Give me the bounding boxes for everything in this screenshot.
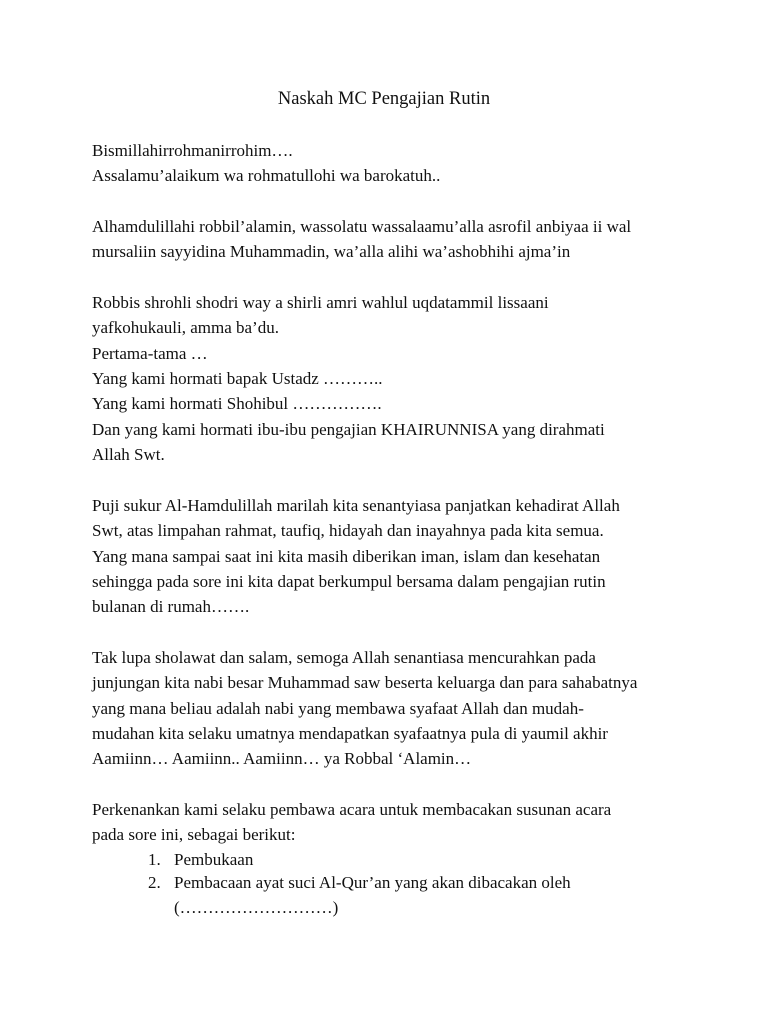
text-line: Dan yang kami hormati ibu-ibu pengajian KHAIRUNNISA yang dirahmati bbox=[92, 419, 605, 439]
paragraph-gratitude bbox=[92, 493, 712, 620]
text-line: Aamiinn… Aamiinn.. Aamiinn… ya Robbal ‘Alamin… bbox=[92, 749, 472, 769]
text-line: Alhamdulillahi robbil’alamin, wassolatu wassalaamu’alla asrofil anbiyaa ii wal bbox=[92, 217, 632, 237]
paragraph-greeting bbox=[92, 138, 712, 189]
text-line: junjungan kita nabi besar Muhammad saw beserta keluarga dan para sahabatnya bbox=[92, 673, 638, 693]
agenda-list bbox=[148, 848, 712, 921]
paragraph-honorifics bbox=[92, 290, 712, 467]
list-item bbox=[148, 848, 712, 871]
list-item-continuation: (………………………) bbox=[174, 897, 339, 917]
text-line: Yang mana sampai saat ini kita masih diberikan iman, islam dan kesehatan bbox=[92, 546, 601, 566]
list-text: Pembacaan ayat suci Al-Qur’an yang akan dibacakan oleh bbox=[174, 872, 571, 892]
text-line: Puji sukur Al-Hamdulillah marilah kita senantyiasa panjatkan kehadirat Allah bbox=[92, 495, 620, 515]
list-text: Pembukaan bbox=[174, 849, 254, 869]
text-line: Tak lupa sholawat dan salam, semoga Allah senantiasa mencurahkan pada bbox=[92, 647, 596, 667]
list-number: 2. bbox=[148, 872, 161, 892]
paragraph-sholawat bbox=[92, 645, 712, 772]
list-number: 1. bbox=[148, 849, 161, 869]
text-line: Yang kami hormati Shohibul ……………. bbox=[92, 394, 382, 414]
paragraph-agenda-intro bbox=[92, 797, 712, 848]
paragraph-hamdalah bbox=[92, 214, 712, 265]
text-line: pada sore ini, sebagai berikut: bbox=[92, 825, 296, 845]
text-line: sehingga pada sore ini kita dapat berkumpul bersama dalam pengajian rutin bbox=[92, 571, 606, 591]
text-line: Assalamu’alaikum wa rohmatullohi wa barokatuh.. bbox=[92, 166, 441, 186]
document-title: Naskah MC Pengajian Rutin bbox=[277, 89, 491, 109]
text-line: Perkenankan kami selaku pembawa acara untuk membacakan susunan acara bbox=[92, 799, 612, 819]
text-line: Robbis shrohli shodri way a shirli amri wahlul uqdatammil lissaani bbox=[92, 293, 549, 313]
text-line: yang mana beliau adalah nabi yang membawa syafaat Allah dan mudah- bbox=[92, 698, 584, 718]
text-line: Yang kami hormati bapak Ustadz ……….. bbox=[92, 369, 383, 389]
text-line: bulanan di rumah……. bbox=[92, 597, 250, 617]
text-line: Swt, atas limpahan rahmat, taufiq, hidayah dan inayahnya pada kita semua. bbox=[92, 521, 604, 541]
text-line: Pertama-tama … bbox=[92, 343, 208, 363]
text-line: mudahan kita selaku umatnya mendapatkan syafaatnya pula di yaumil akhir bbox=[92, 723, 608, 743]
text-line: Allah Swt. bbox=[92, 445, 165, 465]
text-line: Bismillahirrohmanirrohim…. bbox=[92, 141, 293, 160]
list-item bbox=[148, 871, 712, 894]
text-line: yafkohukauli, amma ba’du. bbox=[92, 318, 279, 338]
document-body bbox=[92, 138, 712, 921]
text-line: mursaliin sayyidina Muhammadin, wa’alla alihi wa’ashobhihi ajma’in bbox=[92, 242, 571, 262]
